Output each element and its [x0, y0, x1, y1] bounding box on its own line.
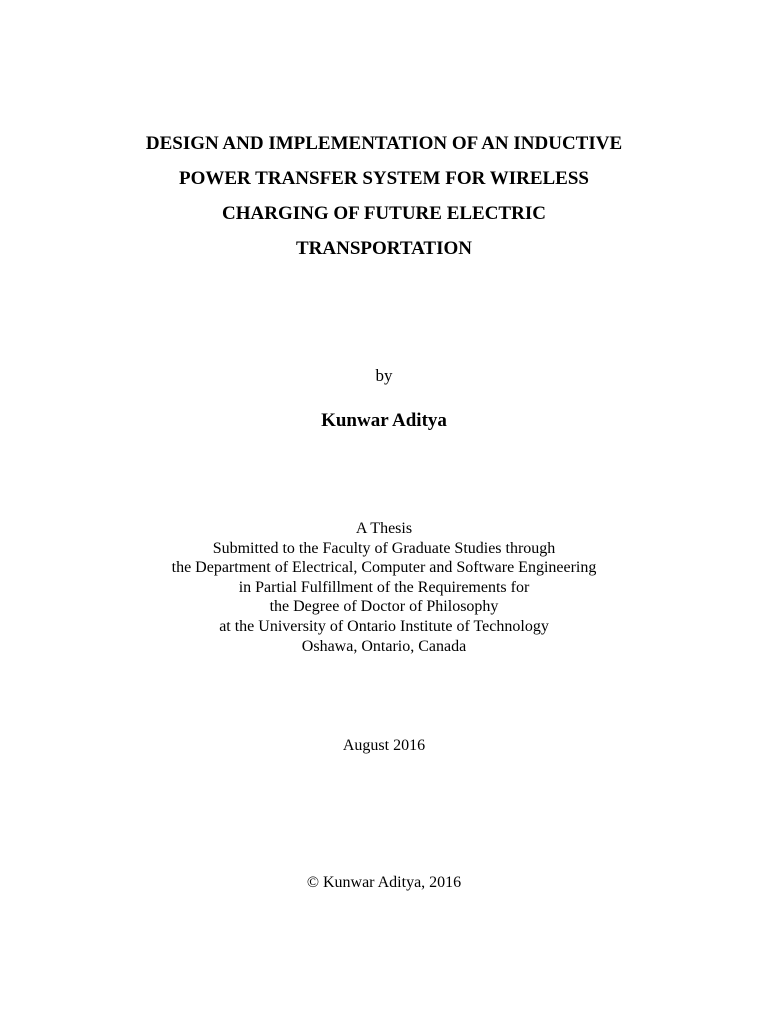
thesis-line: in Partial Fulfillment of the Requirements for [238, 578, 530, 596]
thesis-line: Oshawa, Ontario, Canada [301, 637, 467, 655]
title-line: CHARGING OF FUTURE ELECTRIC [222, 203, 546, 224]
thesis-line: at the University of Ontario Institute of Technology [219, 617, 549, 635]
thesis-title [0, 126, 768, 266]
title-line: TRANSPORTATION [296, 238, 472, 259]
by-label: by [375, 366, 393, 385]
title-line: POWER TRANSFER SYSTEM FOR WIRELESS [178, 168, 589, 189]
author-name: Kunwar Aditya [321, 410, 447, 431]
submission-date: August 2016 [342, 737, 426, 754]
copyright-notice: © Kunwar Aditya, 2016 [306, 874, 462, 891]
thesis-line: the Department of Electrical, Computer and Software Engineering [171, 559, 597, 577]
thesis-statement [0, 519, 768, 656]
thesis-line: Submitted to the Faculty of Graduate Studies through [212, 539, 556, 557]
thesis-line: the Degree of Doctor of Philosophy [269, 598, 499, 616]
thesis-line: A Thesis [355, 520, 413, 537]
title-line: DESIGN AND IMPLEMENTATION OF AN INDUCTIVE [145, 133, 623, 154]
